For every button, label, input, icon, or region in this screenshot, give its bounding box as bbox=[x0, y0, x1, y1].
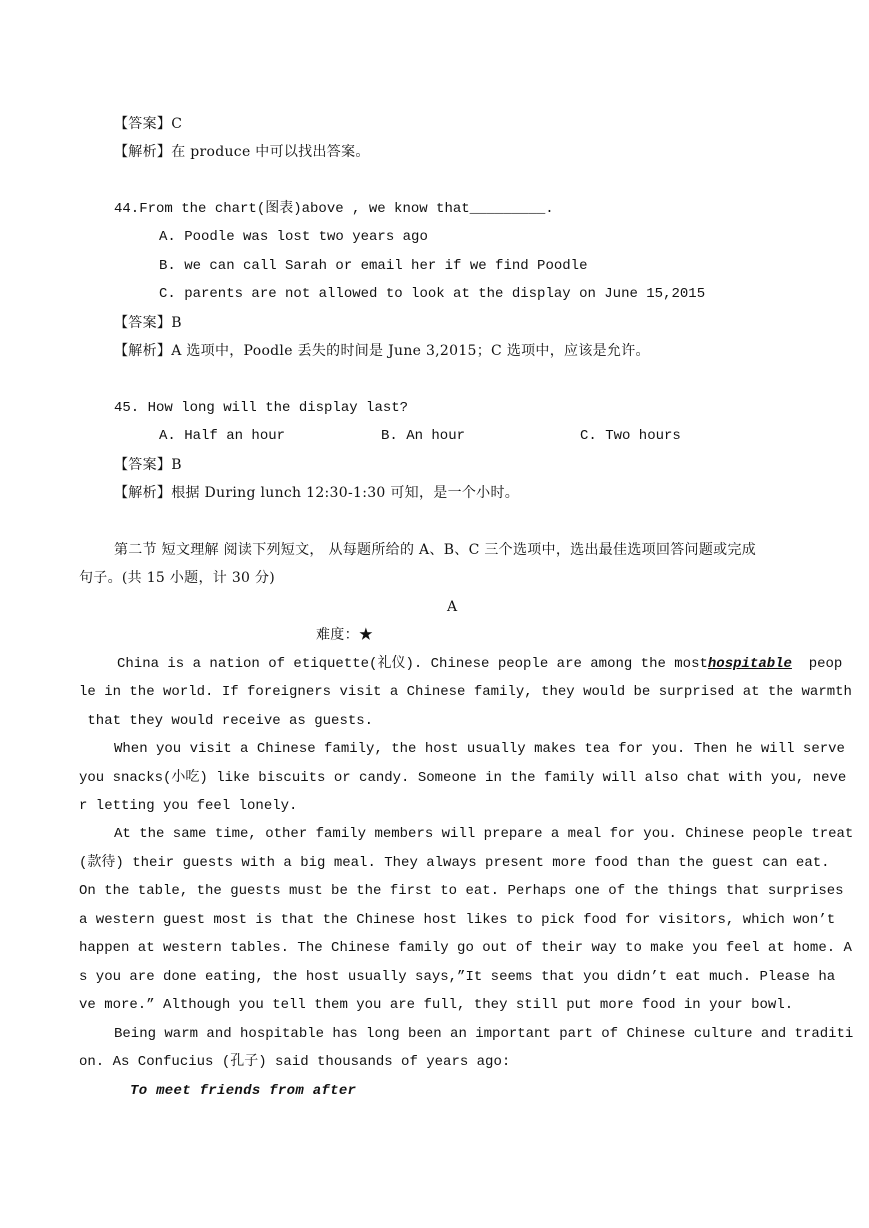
passage-p2-line1: When you visit a Chinese family, the host usually makes tea for you. Then he will serve bbox=[114, 741, 845, 757]
passage-p3-line5: happen at western tables. The Chinese family go out of their way to make you feel at home. A bbox=[79, 940, 852, 956]
section2-intro-line2: 句子。(共 15 小题，计 30 分) bbox=[79, 570, 276, 586]
q45-question: 45. How long will the display last? bbox=[114, 400, 409, 416]
q44-option-a: A. Poodle was lost two years ago bbox=[159, 229, 428, 245]
poem-line: To meet friends from after bbox=[130, 1083, 357, 1099]
q44-analysis: 【解析】A 选项中，Poodle 丢失的时间是 June 3,2015；C 选项中，应该是允许。 bbox=[114, 343, 650, 359]
passage-p3-line7: ve more.” Although you tell them you are full, they still put more food in your bowl. bbox=[79, 997, 794, 1013]
q45-option-b: B. An hour bbox=[381, 428, 466, 444]
q45-analysis: 【解析】根据 During lunch 12:30-1:30 可知，是一个小时。 bbox=[114, 485, 520, 501]
passage-p3-line1: At the same time, other family members will prepare a meal for you. Chinese people treat bbox=[114, 826, 854, 842]
passage-p3-line6: s you are done eating, the host usually says,”It seems that you didn’t eat much. Please ha bbox=[79, 969, 836, 985]
passage-p2-line3: r letting you feel lonely. bbox=[79, 798, 298, 814]
section2-intro-line1: 第二节 短文理解 阅读下列短文， 从每题所给的 A、B、C 三个选项中，选出最佳选项回答问题或完成 bbox=[114, 542, 757, 558]
difficulty-rating: 难度：★ bbox=[316, 627, 374, 643]
passage-p1-line3: that they would receive as guests. bbox=[79, 713, 374, 729]
passage-p3-line3: On the table, the guests must be the first to eat. Perhaps one of the things that surprises bbox=[79, 883, 844, 899]
passage-p3-line2: (款待) their guests with a big meal. They always present more food than the guest can eat. bbox=[79, 855, 830, 871]
passage-p1-line2: le in the world. If foreigners visit a Chinese family, they would be surprised at the warmth bbox=[79, 684, 852, 700]
q45-option-a: A. Half an hour bbox=[159, 428, 286, 444]
q44-option-c: C. parents are not allowed to look at the display on June 15,2015 bbox=[159, 286, 706, 302]
passage-p2-line2: you snacks(小吃) like biscuits or candy. Someone in the family will also chat with you, neve bbox=[79, 770, 847, 786]
q44-answer: 【答案】B bbox=[114, 315, 182, 331]
q45-option-c: C. Two hours bbox=[580, 428, 681, 444]
q44-question: 44.From the chart(图表)above , we know that_________. bbox=[114, 201, 554, 217]
highlighted-word-hospitable: hospitable bbox=[707, 656, 792, 672]
passage-p1-line1 bbox=[117, 654, 842, 674]
passage-p1-text: China is a nation of etiquette(礼仪). Chinese people are among the most bbox=[117, 656, 708, 672]
passage-p4-line1: Being warm and hospitable has long been an important part of Chinese culture and traditi bbox=[114, 1026, 854, 1042]
passage-p3-line4: a western guest most is that the Chinese host likes to pick food for visitors, which won’t bbox=[79, 912, 836, 928]
q43-analysis: 【解析】在 produce 中可以找出答案。 bbox=[114, 144, 370, 160]
passage-letter: A bbox=[447, 599, 458, 615]
q43-answer: 【答案】C bbox=[114, 116, 183, 132]
q44-option-b: B. we can call Sarah or email her if we find Poodle bbox=[159, 258, 588, 274]
q45-answer: 【答案】B bbox=[114, 457, 182, 473]
passage-p4-line2: on. As Confucius (孔子) said thousands of years ago: bbox=[79, 1054, 511, 1070]
passage-p1-tail: peop bbox=[791, 656, 843, 672]
